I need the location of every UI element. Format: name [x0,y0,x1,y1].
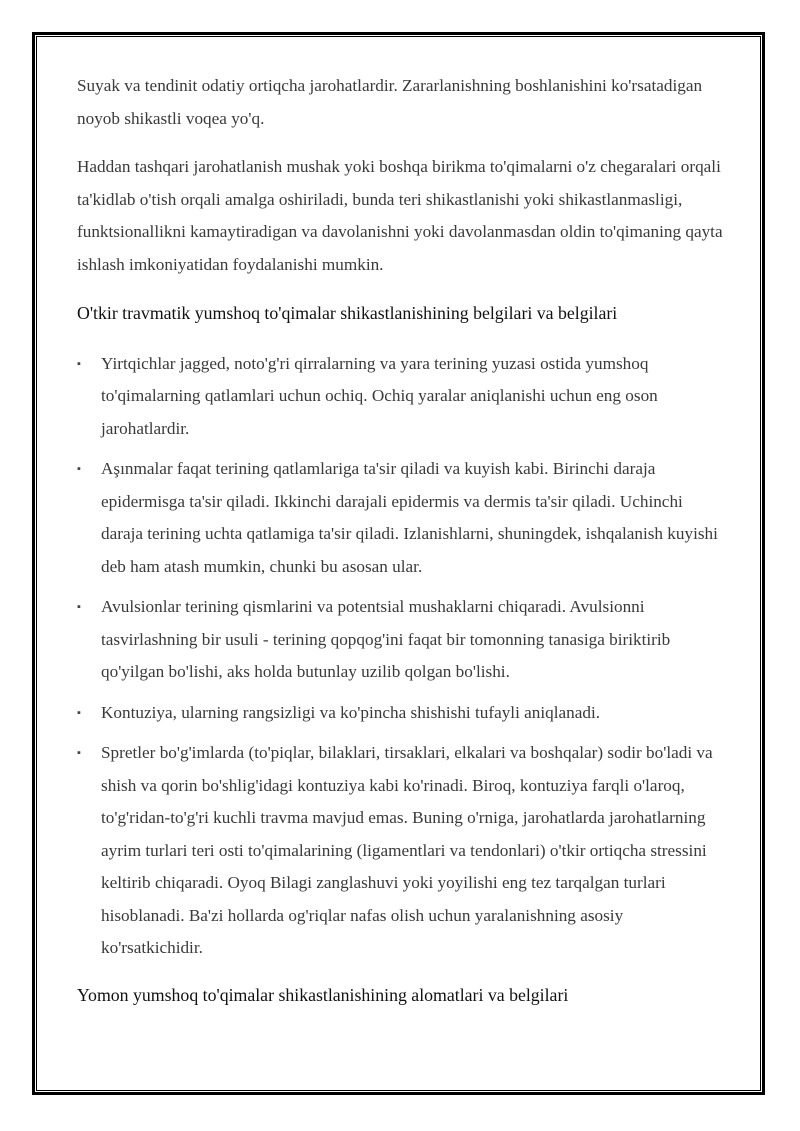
bullet-icon: ▪ [77,747,81,759]
bullet-icon: ▪ [77,706,81,719]
bullet-icon: ▪ [77,357,81,370]
list-item-text: Aşınmalar faqat terining qatlamlariga ta'sir qiladi va kuyish kabi. Birinchi daraja epidermisga ta'sir qiladi. Ikkinchi darajali epidermis va dermis ta'sir qiladi. Uchinchi daraja terining uchta qatlamiga ta'sir qiladi. Izlanishlarni, shuningdek, ishqalanish kuyishi deb ham atash mumkin, chunki bu asosan ular. [101,459,718,576]
list-item-text: Yirtqichlar jagged, noto'g'ri qirralarning va yara terining yuzasi ostida yumshoq to'qimalarning qatlamlari uchun ochiq. Ochiq yaralar aniqlanishi uchun eng oson jarohatlardir. [101,353,658,438]
list-item [77,348,727,446]
symptom-list [77,348,727,965]
list-item [77,453,727,583]
section-heading-acute: O'tkir travmatik yumshoq to'qimalar shikastlanishining belgilari va belgilari [77,303,618,323]
bullet-icon: ▪ [77,601,81,613]
paragraph-overuse: Haddan tashqari jarohatlanish mushak yoki boshqa birikma to'qimalarni o'z chegaralari orqali ta'kidlab o'tish orqali amalga oshiriladi, bunda teri shikastlanishi yoki shikastlanmasligi, funktsionallikni kamaytiradigan va davolanishni yoki davolanmasdan oldin to'qimaning qayta ishlash imkoniyatidan foydalanishi mumkin. [77,157,723,274]
list-item-text: Kontuziya, ularning rangsizligi va ko'pincha shishishi tufayli aniqlanadi. [101,702,601,722]
list-item [77,591,727,689]
paragraph-intro: Suyak va tendinit odatiy ortiqcha jarohatlardir. Zararlanishning boshlanishini ko'rsatadigan noyob shikastli voqea yo'q. [77,76,703,128]
list-item [77,737,727,965]
list-item-text: Avulsionlar terining qismlarini va potentsial mushaklarni chiqaradi. Avulsionni tasvirlashning bir usuli - terining qopqog'ini faqat bir tomonning tanasiga biriktirib qo'yilgan bo'lishi, aks holda butunlay uzilib qolgan bo'lishi. [101,597,671,681]
bullet-icon: ▪ [77,463,81,475]
section-heading-chronic: Yomon yumshoq to'qimalar shikastlanishining alomatlari va belgilari [77,984,569,1005]
list-item-text: Spretler bo'g'imlarda (to'piqlar, bilaklari, tirsaklari, elkalari va boshqalar) sodir bo'ladi va shish va qorin bo'shlig'idagi kontuziya kabi ko'rinadi. Biroq, kontuziya farqli o'laroq, to'g'ridan-to'g'ri kuchli travma mavjud emas. Buning o'rniga, jarohatlarda jarohatlarning ayrim turlari teri osti to'qimalarining (ligamentlari va tendonlari) o'tkir ortiqcha stressini keltirib chiqaradi. Oyoq Bilagi zanglashuvi yoki yoyilishi eng tez tarqalgan turlari hisoblanadi. Ba'zi hollarda og'riqlar nafas olish uchun yaralanishning asosiy ko'rsatkichidir. [101,743,713,957]
document-body [77,70,727,1029]
list-item [77,697,727,730]
